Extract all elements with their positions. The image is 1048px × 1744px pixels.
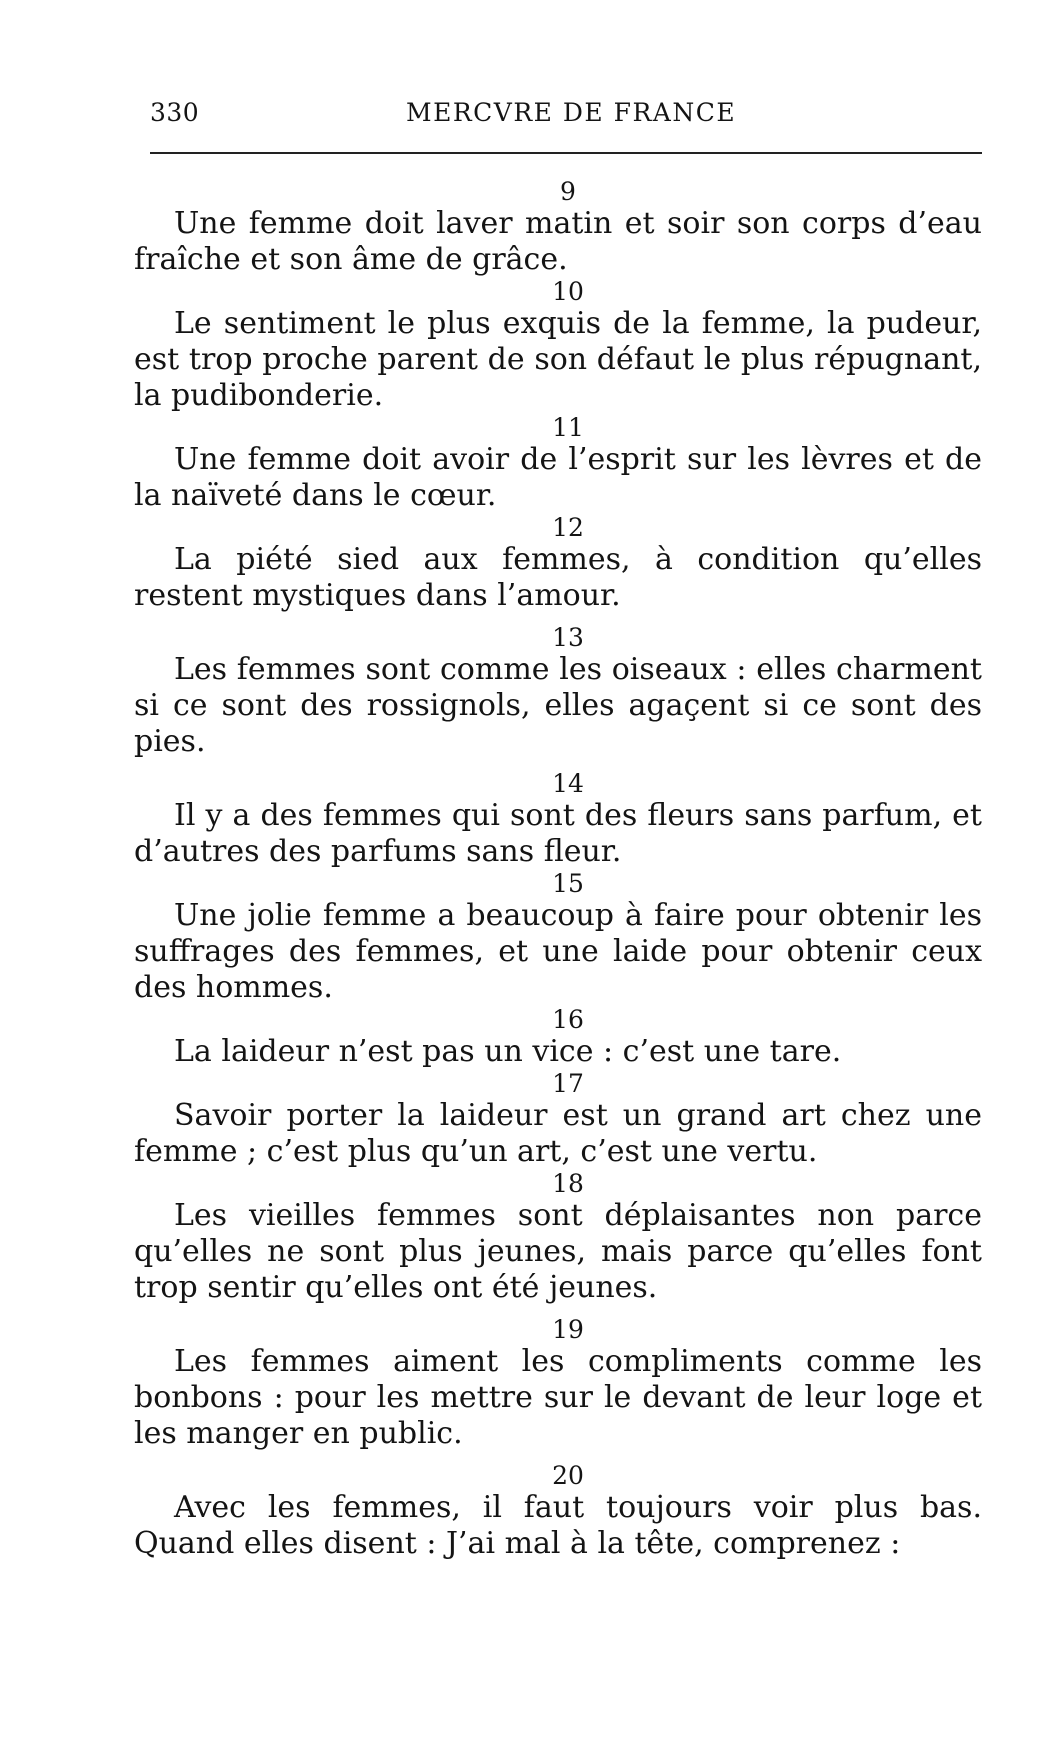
- maxim-number: 16: [552, 1005, 584, 1034]
- maxim-10: [134, 278, 982, 414]
- maxim-17: [134, 1070, 982, 1170]
- maxim-text: Une jolie femme a beaucoup à faire pour obtenir les suffrages des femmes, et une laide pour obtenir ceux des hommes.: [134, 898, 982, 1005]
- maxim-9: [134, 178, 982, 278]
- maxim-text: Les femmes sont comme les oiseaux : elles charment si ce sont des rossignols, elles agaçent si ce sont des pies.: [134, 652, 982, 759]
- maxim-text: Savoir porter la laideur est un grand art chez une femme ; c’est plus qu’un art, c’est une vertu.: [134, 1098, 982, 1169]
- maxim-text: Une femme doit laver matin et soir son corps d’eau fraîche et son âme de grâce.: [134, 206, 982, 277]
- maxim-18: [134, 1170, 982, 1306]
- maxim-number: 13: [552, 623, 584, 652]
- maxim-number: 17: [552, 1069, 584, 1098]
- maxim-15: [134, 870, 982, 1006]
- maxim-13: [134, 624, 982, 760]
- maxim-12: [134, 514, 982, 614]
- maxim-number: 10: [552, 277, 584, 306]
- maxim-number: 15: [552, 869, 584, 898]
- page-header: [150, 94, 980, 134]
- maxim-number: 12: [552, 513, 584, 542]
- maxim-20: [134, 1462, 982, 1562]
- maxim-number: 19: [552, 1315, 584, 1344]
- maxim-text: Il y a des femmes qui sont des fleurs sans parfum, et d’autres des parfums sans fleur.: [134, 798, 982, 869]
- maxim-16: [134, 1006, 982, 1070]
- maxim-number: 18: [552, 1169, 584, 1198]
- maxim-number: 9: [560, 177, 576, 206]
- maxim-text: Les femmes aiment les compliments comme les bonbons : pour les mettre sur le devant de leur loge et les manger en public.: [134, 1344, 982, 1451]
- maxim-text: Une femme doit avoir de l’esprit sur les lèvres et de la naïveté dans le cœur.: [134, 442, 982, 513]
- maxim-11: [134, 414, 982, 514]
- maxim-text: Les vieilles femmes sont déplaisantes non parce qu’elles ne sont plus jeunes, mais parce qu’elles font trop sentir qu’elles ont été jeunes.: [134, 1198, 982, 1305]
- maxim-text: La piété sied aux femmes, à condition qu’elles restent mystiques dans l’amour.: [134, 542, 982, 613]
- maxim-14: [134, 770, 982, 870]
- running-head: MERCVRE DE FRANCE: [406, 98, 737, 127]
- maxim-19: [134, 1316, 982, 1452]
- maxim-number: 20: [552, 1461, 584, 1490]
- page-number: 330: [150, 98, 200, 127]
- page-body: [134, 178, 982, 1562]
- maxim-number: 14: [552, 769, 584, 798]
- maxim-number: 11: [552, 413, 584, 442]
- maxim-text: Le sentiment le plus exquis de la femme, la pudeur, est trop proche parent de son défaut le plus répugnant, la pudibonderie.: [134, 306, 982, 413]
- header-rule: [150, 152, 982, 154]
- maxim-text: Avec les femmes, il faut toujours voir plus bas. Quand elles disent : J’ai mal à la tête, comprenez :: [134, 1490, 982, 1561]
- maxim-text: La laideur n’est pas un vice : c’est une tare.: [174, 1034, 842, 1069]
